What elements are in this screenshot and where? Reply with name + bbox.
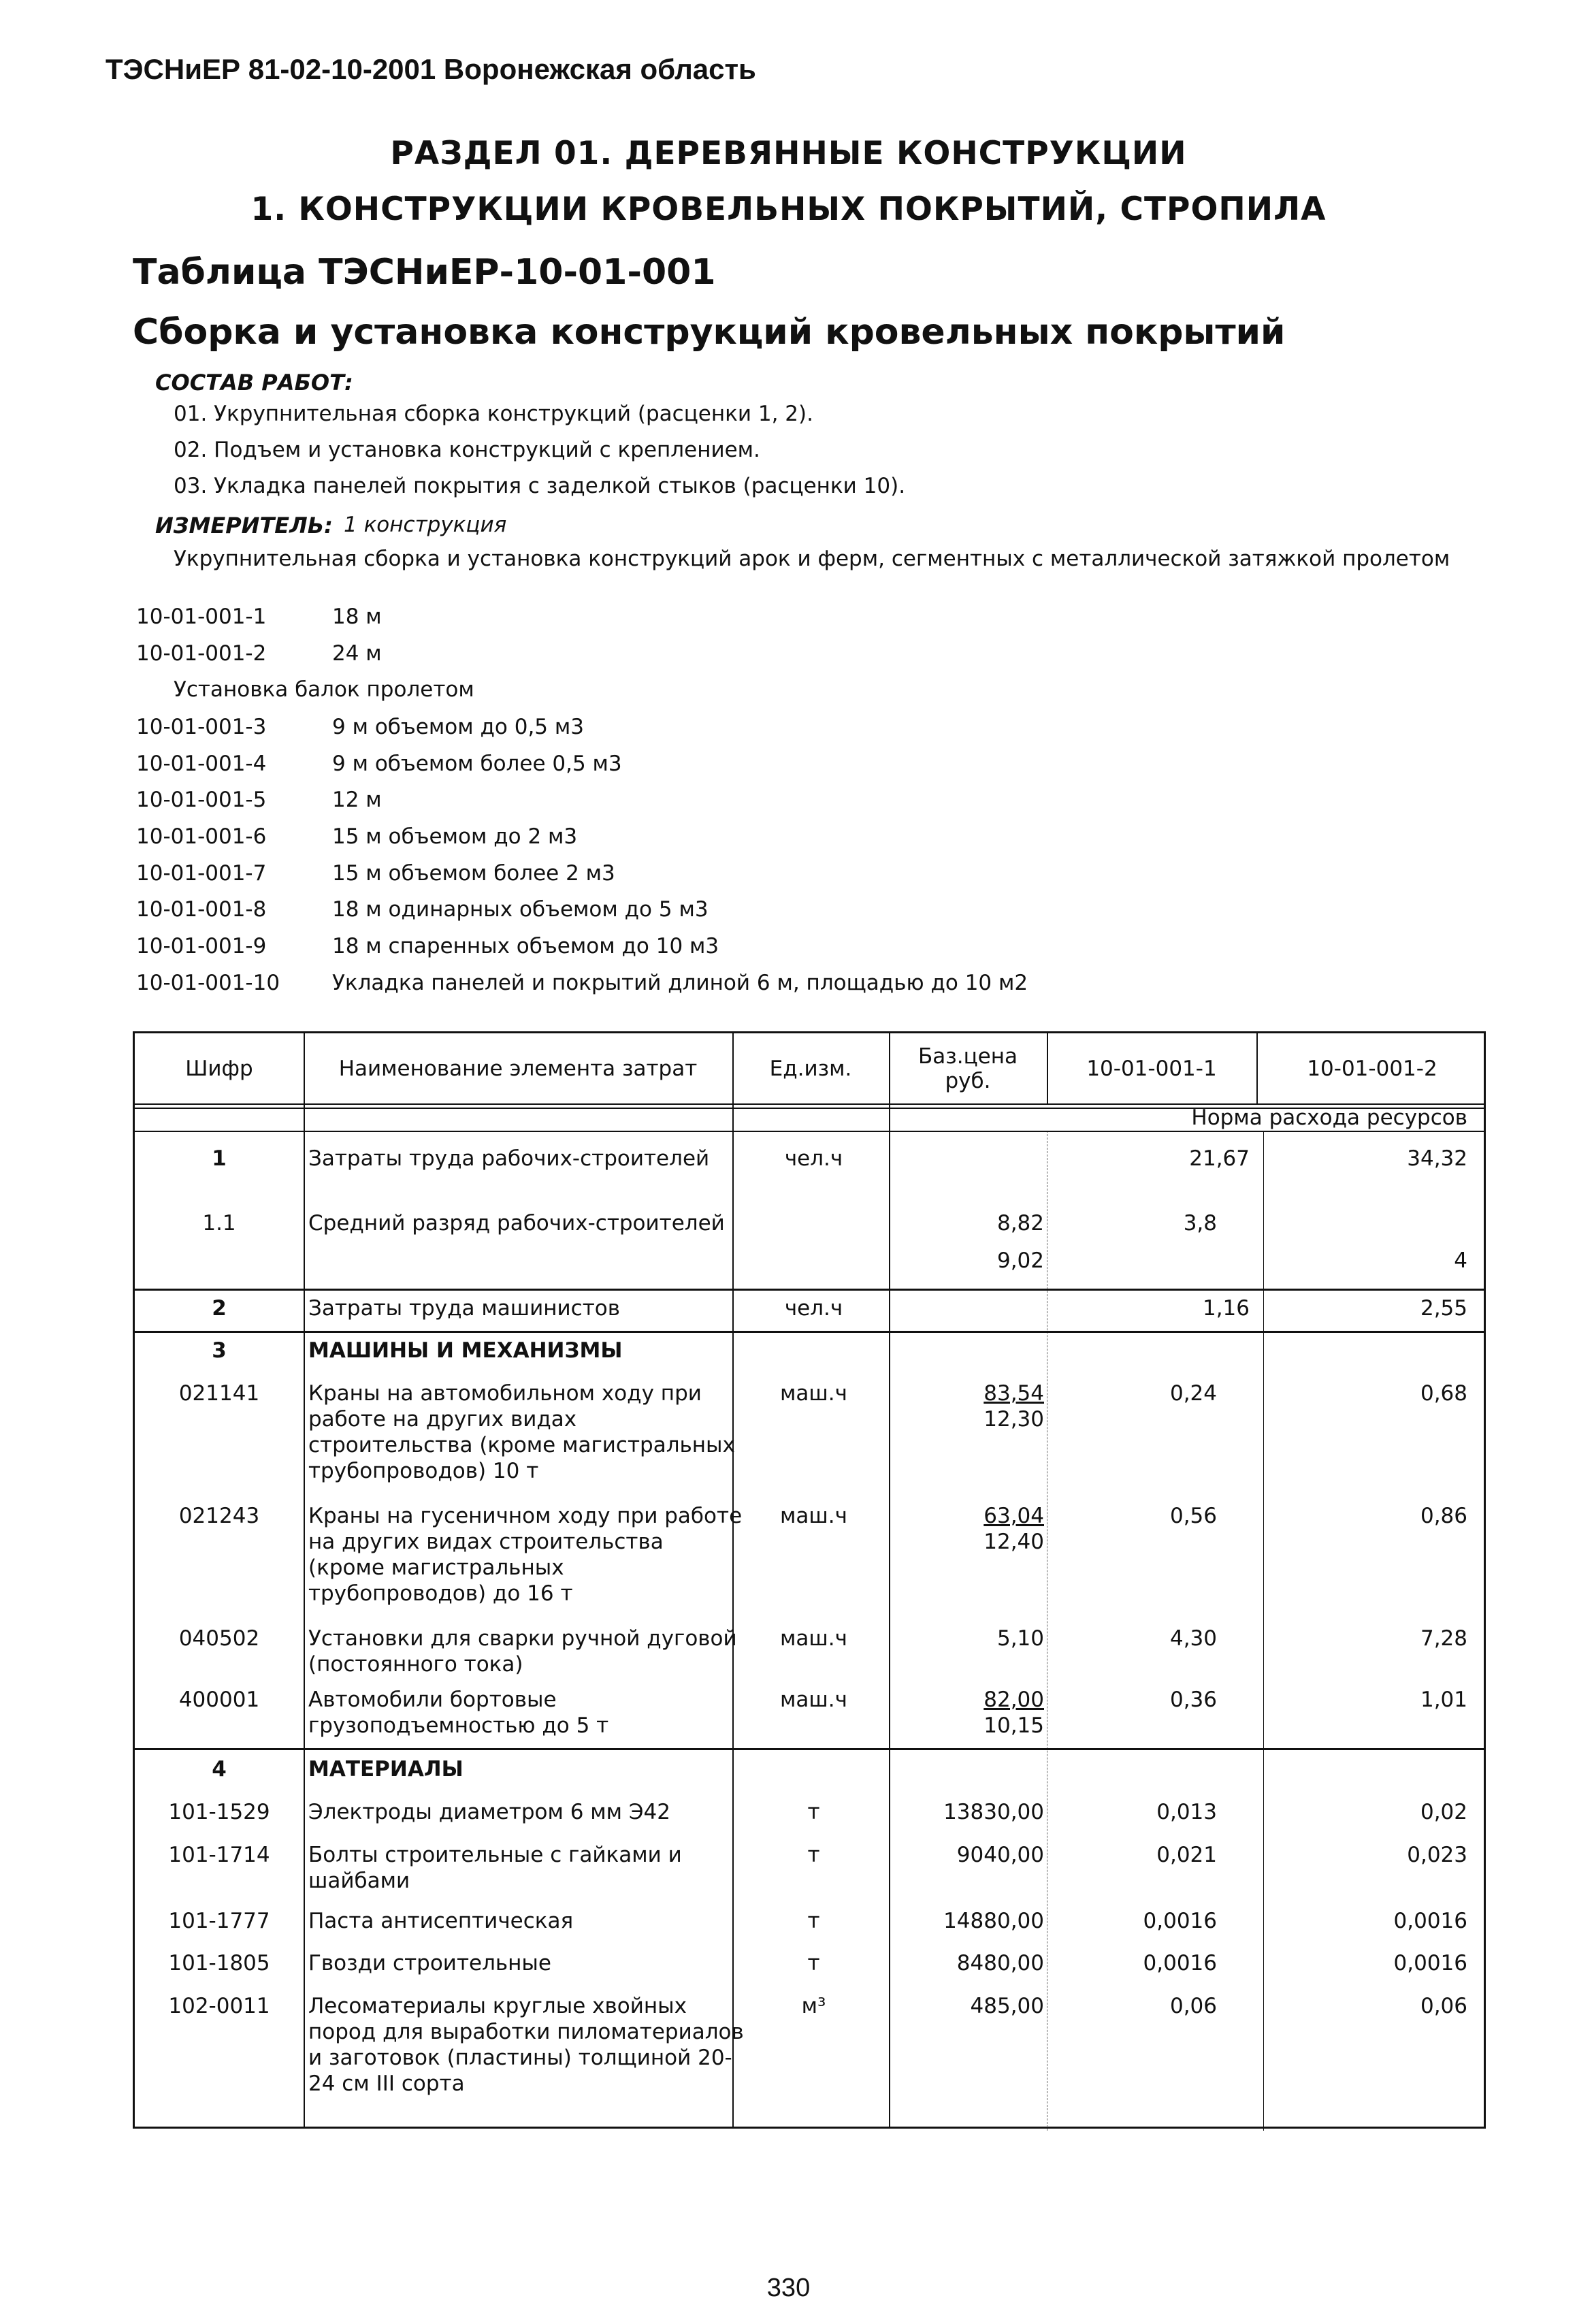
table-cell: 0,0016 <box>1143 1951 1217 1975</box>
col-header-rate-2: 10-01-001-2 <box>1307 1056 1437 1081</box>
rate-description: 9 м объемом до 0,5 м3 <box>332 715 584 739</box>
table-cell: Лесоматериалы круглые хвойных пород для выработки пиломатериалов и заготовок (пластины) толщиной 20-24 см III сорта <box>308 1994 744 2096</box>
table-cell: 0,0016 <box>1143 1909 1217 1933</box>
table-cell: 10,15 <box>983 1713 1044 1738</box>
rate-description: 15 м объемом до 2 м3 <box>332 824 578 849</box>
work-item: 01. Укрупнительная сборка конструкций (расценки 1, 2). <box>174 402 813 426</box>
table-cell: 0,02 <box>1420 1800 1467 1824</box>
table-cell: 2,55 <box>1420 1296 1467 1321</box>
works-label: СОСТАВ РАБОТ: <box>155 370 353 396</box>
table-cell: 2 <box>212 1296 227 1321</box>
table-cell: МАШИНЫ И МЕХАНИЗМЫ <box>308 1338 623 1363</box>
rate-code: 10-01-001-5 <box>136 788 267 812</box>
table-cell: 82,00 <box>983 1688 1044 1712</box>
table-cell: 8,82 <box>996 1211 1044 1236</box>
table-cell: Электроды диаметром 6 мм Э42 <box>308 1800 670 1824</box>
table-cell: чел.ч <box>784 1146 843 1171</box>
table-cell: маш.ч <box>780 1381 847 1406</box>
col-header-code: Шифр <box>185 1056 253 1081</box>
rate-description: 24 м <box>332 641 382 666</box>
table-cell: 101-1714 <box>168 1843 270 1867</box>
table-cell: 1.1 <box>202 1211 236 1236</box>
table-cell: 0,68 <box>1420 1381 1467 1406</box>
table-cell: 101-1805 <box>168 1951 270 1975</box>
table-cell: маш.ч <box>780 1626 847 1651</box>
col-header-name: Наименование элемента затрат <box>338 1056 698 1081</box>
table-cell: 1,16 <box>1202 1296 1250 1321</box>
table-cell: т <box>807 1951 820 1975</box>
table-cell: 3 <box>212 1338 227 1363</box>
col-header-price: Баз.цена руб. <box>917 1044 1018 1093</box>
table-cell: 0,86 <box>1420 1504 1467 1528</box>
table-cell: 101-1777 <box>168 1909 270 1933</box>
table-cell: т <box>807 1800 820 1824</box>
meter-label: ИЗМЕРИТЕЛЬ: <box>155 513 333 538</box>
resource-table <box>133 1031 1486 2129</box>
rate-code: 10-01-001-7 <box>136 861 267 886</box>
work-item: 02. Подъем и установка конструкций с креплением. <box>174 438 760 462</box>
table-cell: маш.ч <box>780 1688 847 1712</box>
table-cell: 101-1529 <box>168 1800 270 1824</box>
subsection-title: 1. КОНСТРУКЦИИ КРОВЕЛЬНЫХ ПОКРЫТИЙ, СТРОПИЛА <box>250 191 1327 228</box>
table-cell: 21,67 <box>1189 1146 1250 1171</box>
table-cell: 0,013 <box>1156 1800 1217 1824</box>
table-cell: 3,8 <box>1183 1211 1217 1236</box>
table-cell: 14880,00 <box>943 1909 1044 1933</box>
table-cell: Гвозди строительные <box>308 1951 551 1975</box>
table-cell: Автомобили бортовые грузоподъемностью до 5 т <box>308 1688 609 1738</box>
rate-code: 10-01-001-3 <box>136 715 267 739</box>
document-header: ТЭСНиЕР 81-02-10-2001 Воронежская область <box>105 53 756 85</box>
table-cell: 7,28 <box>1420 1626 1467 1651</box>
table-cell: 0,24 <box>1169 1381 1217 1406</box>
table-cell: МАТЕРИАЛЫ <box>308 1757 464 1781</box>
table-cell: 0,023 <box>1407 1843 1467 1867</box>
rate-code: 10-01-001-9 <box>136 934 267 958</box>
rate-description: 15 м объемом более 2 м3 <box>332 861 615 886</box>
table-cell: 0,06 <box>1420 1994 1467 2018</box>
table-cell: 4 <box>1454 1248 1467 1273</box>
table-cell: 0,021 <box>1156 1843 1217 1867</box>
table-cell: м³ <box>801 1994 826 2018</box>
table-cell: маш.ч <box>780 1504 847 1528</box>
table-cell: 12,30 <box>983 1407 1044 1432</box>
rate-code: 10-01-001-1 <box>136 604 267 629</box>
table-cell: 021141 <box>178 1381 260 1406</box>
table-cell: 102-0011 <box>168 1994 270 2018</box>
group-description: Установка балок пролетом <box>174 677 474 702</box>
table-cell: 34,32 <box>1407 1146 1467 1171</box>
table-cell: Установки для сварки ручной дуговой (постоянного тока) <box>308 1626 737 1677</box>
table-cell: 0,0016 <box>1393 1909 1467 1933</box>
table-cell: Затраты труда рабочих-строителей <box>308 1146 710 1171</box>
table-cell: чел.ч <box>784 1296 843 1321</box>
col-header-unit: Ед.изм. <box>769 1056 852 1081</box>
table-cell: т <box>807 1843 820 1867</box>
rate-code: 10-01-001-8 <box>136 897 267 922</box>
table-cell: Паста антисептическая <box>308 1909 574 1933</box>
rate-description: Укладка панелей и покрытий длиной 6 м, площадью до 10 м2 <box>332 971 1028 995</box>
table-cell: 83,54 <box>983 1381 1044 1406</box>
table-cell: 0,0016 <box>1393 1951 1467 1975</box>
page-number: 330 <box>766 2274 811 2302</box>
table-cell: 12,40 <box>983 1530 1044 1554</box>
table-cell: 0,56 <box>1169 1504 1217 1528</box>
table-cell: 9040,00 <box>956 1843 1044 1867</box>
table-cell: 1,01 <box>1420 1688 1467 1712</box>
rate-code: 10-01-001-6 <box>136 824 267 849</box>
rate-code: 10-01-001-2 <box>136 641 267 666</box>
group-description: Укрупнительная сборка и установка конструкций арок и ферм, сегментных с металлической затяжкой пролетом <box>174 547 1450 571</box>
rate-code: 10-01-001-4 <box>136 752 267 776</box>
table-cell: Затраты труда машинистов <box>308 1296 621 1321</box>
table-cell: 485,00 <box>970 1994 1044 2018</box>
table-name: Сборка и установка конструкций кровельных покрытий <box>133 312 1286 353</box>
rate-code: 10-01-001-10 <box>136 971 280 995</box>
section-title: РАЗДЕЛ 01. ДЕРЕВЯННЫЕ КОНСТРУКЦИИ <box>390 135 1187 172</box>
table-cell: 8480,00 <box>956 1951 1044 1975</box>
table-cell: т <box>807 1909 820 1933</box>
table-cell: 040502 <box>178 1626 260 1651</box>
table-code: Таблица ТЭСНиЕР-10-01-001 <box>133 252 716 293</box>
table-cell: 9,02 <box>996 1248 1044 1273</box>
table-cell: 021243 <box>178 1504 260 1528</box>
table-cell: Болты строительные с гайками и шайбами <box>308 1843 682 1893</box>
col-header-rate-1: 10-01-001-1 <box>1086 1056 1217 1081</box>
rate-description: 18 м спаренных объемом до 10 м3 <box>332 934 719 958</box>
work-item: 03. Укладка панелей покрытия с заделкой стыков (расценки 10). <box>174 474 906 498</box>
rate-description: 9 м объемом более 0,5 м3 <box>332 752 622 776</box>
meter-value: 1 конструкция <box>344 513 507 537</box>
table-cell: 5,10 <box>996 1626 1044 1651</box>
table-cell: Краны на автомобильном ходу при работе на других видах строительства (кроме магистральных трубопроводов) 10 т <box>308 1381 735 1483</box>
norm-caption: Норма расхода ресурсов <box>1191 1105 1467 1130</box>
table-cell: 400001 <box>178 1688 260 1712</box>
table-cell: 0,36 <box>1169 1688 1217 1712</box>
table-cell: Краны на гусеничном ходу при работе на других видах строительства (кроме магистральных трубопроводов) до 16 т <box>308 1504 743 1606</box>
table-cell: 1 <box>212 1146 227 1171</box>
rate-description: 18 м одинарных объемом до 5 м3 <box>332 897 709 922</box>
table-cell: 0,06 <box>1169 1994 1217 2018</box>
rate-description: 18 м <box>332 604 382 629</box>
table-cell: 4,30 <box>1169 1626 1217 1651</box>
table-cell: Средний разряд рабочих-строителей <box>308 1211 725 1236</box>
table-cell: 63,04 <box>983 1504 1044 1528</box>
table-cell: 13830,00 <box>943 1800 1044 1824</box>
rate-description: 12 м <box>332 788 382 812</box>
table-cell: 4 <box>212 1757 227 1781</box>
